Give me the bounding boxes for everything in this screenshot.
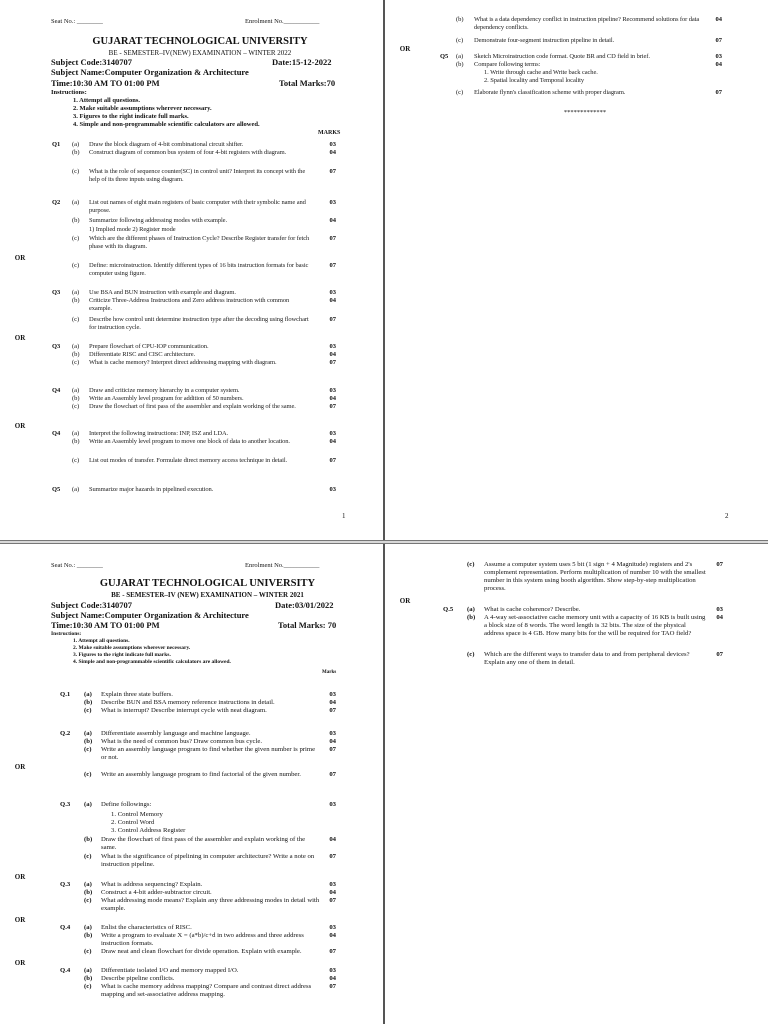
- instruction-item: 3. Figures to the right indicate full marks.: [73, 113, 189, 120]
- question-marks: 07: [715, 89, 722, 96]
- question-marks: 03: [329, 924, 336, 931]
- question-marks: 07: [329, 983, 336, 990]
- or-separator: OR: [14, 254, 26, 262]
- question-number: Q3: [52, 343, 61, 350]
- question-text: 2. Spatial locality and Temporal locality: [484, 77, 585, 84]
- seat-number-label: Seat No.: ________: [51, 562, 103, 569]
- subject-code: Subject Code:3140707: [51, 57, 132, 67]
- question-text: Which are the different phases of Instruction Cycle? Describe Register transfer for fetch phase with its diagram.: [89, 235, 310, 250]
- question-marks: 03: [716, 606, 723, 613]
- question-part-label: (b): [72, 438, 80, 445]
- instruction-item: 1. Attempt all questions.: [73, 638, 130, 644]
- question-marks: 07: [329, 746, 336, 753]
- question-marks: 03: [329, 141, 336, 148]
- question-number: Q.4: [60, 924, 71, 931]
- page-number: 1: [342, 512, 346, 520]
- question-marks: 03: [329, 967, 336, 974]
- question-part-label: (a): [456, 53, 464, 60]
- question-marks: 04: [329, 351, 336, 358]
- question-part-label: (b): [72, 297, 80, 304]
- question-part-label: (b): [72, 351, 80, 358]
- question-marks: 03: [329, 801, 336, 808]
- instruction-item: 4. Simple and non-programmable scientific calculators are allowed.: [73, 659, 231, 665]
- question-marks: 07: [716, 561, 723, 568]
- question-part-label: (c): [72, 262, 80, 269]
- question-number: Q2: [52, 199, 61, 206]
- question-marks: 04: [329, 395, 336, 402]
- question-text: Write a program to evaluate X = (a*b)/c+d in two address and three address instruction formats.: [101, 932, 304, 947]
- question-marks: 03: [329, 730, 336, 737]
- question-text: Draw the flowchart of first pass of the assembler and explain working of the same.: [89, 403, 296, 410]
- question-text: Describe pipeline conflicts.: [101, 975, 175, 982]
- question-marks: 07: [329, 262, 336, 269]
- subject-code: Subject Code:3140707: [51, 600, 132, 610]
- question-marks: 07: [329, 235, 336, 242]
- question-part-label: (b): [467, 614, 476, 621]
- question-text: What is the significance of pipelining in computer architecture? Write a note on instruction pipeline.: [101, 853, 315, 868]
- question-part-label: (c): [72, 359, 80, 366]
- question-part-label: (c): [84, 771, 92, 778]
- question-text: Differentiate isolated I/O and memory mapped I/O.: [101, 967, 239, 974]
- exam-time: Time:10:30 AM TO 01:00 PM: [51, 78, 160, 88]
- question-marks: 04: [329, 738, 336, 745]
- question-part-label: (b): [456, 61, 464, 68]
- question-number: Q3: [52, 289, 61, 296]
- subject-name: Subject Name:Computer Organization & Architecture: [51, 610, 249, 620]
- question-marks: 07: [715, 37, 722, 44]
- question-marks: 04: [329, 836, 336, 843]
- question-text: What is a data dependency conflict in instruction pipeline? Recommend solutions for data dependency conflicts.: [474, 16, 700, 31]
- question-text: Write an assembly language program to find factorial of the given number.: [101, 771, 301, 778]
- question-text: What is the role of sequence counter(SC) in control unit? Interpret its concept with the help of its three inputs using diagram.: [89, 168, 306, 183]
- question-part-label: (c): [72, 316, 80, 323]
- question-part-label: (b): [72, 149, 80, 156]
- question-text: Write an assembly language program to find whether the given number is prime or not.: [101, 746, 316, 761]
- question-marks: 03: [329, 881, 336, 888]
- question-marks: 07: [329, 853, 336, 860]
- question-text: Which are the different ways to transfer data to and from peripheral devices? Explain any one of them in detail.: [484, 651, 690, 666]
- question-text: Explain three state buffers.: [101, 691, 173, 698]
- question-marks: 07: [329, 897, 336, 904]
- question-part-label: (b): [456, 16, 464, 23]
- question-text: 1. Write through cache and Write back cache.: [484, 69, 598, 76]
- question-text: Draw the flowchart of first pass of the assembler and explain working of the same.: [101, 836, 306, 851]
- question-marks: 04: [716, 614, 723, 621]
- question-part-label: (c): [84, 853, 92, 860]
- question-part-label: (a): [72, 486, 80, 493]
- question-part-label: (c): [84, 707, 92, 714]
- question-part-label: (b): [84, 932, 93, 939]
- question-number: Q.1: [60, 691, 71, 698]
- subject-name: Subject Name:Computer Organization & Architecture: [51, 67, 249, 77]
- enrolment-number-label: Enrolment No.___________: [245, 18, 320, 25]
- question-text: Enlist the characteristics of RISC.: [101, 924, 192, 931]
- exam-time: Time:10:30 AM TO 01:00 PM: [51, 620, 160, 630]
- question-marks: 03: [329, 691, 336, 698]
- question-text: Describe BUN and BSA memory reference instructions in detail.: [101, 699, 275, 706]
- question-marks: 07: [329, 316, 336, 323]
- total-marks: Total Marks:70: [279, 78, 336, 88]
- instruction-item: 4. Simple and non-programmable scientific calculators are allowed.: [73, 121, 260, 128]
- question-part-label: (a): [84, 691, 92, 698]
- question-part-label: (c): [84, 948, 92, 955]
- exam-title: BE - SEMESTER–IV (NEW) EXAMINATION – WINTER 2021: [111, 591, 304, 599]
- question-number: Q.3: [60, 801, 71, 808]
- question-marks: 03: [329, 343, 336, 350]
- question-text: 1. Control Memory: [111, 811, 163, 818]
- question-marks: 04: [329, 889, 336, 896]
- question-text: Compare following terms:: [474, 61, 541, 68]
- end-stars: *************: [563, 109, 607, 116]
- question-part-label: (b): [72, 395, 80, 402]
- seat-number-label: Seat No.: ________: [51, 18, 103, 25]
- total-marks: Total Marks: 70: [278, 620, 337, 630]
- question-text: Draw the block diagram of 4-bit combinational circuit shifter.: [89, 141, 244, 148]
- instructions-label: Instructions:: [51, 631, 82, 637]
- question-part-label: (c): [72, 403, 80, 410]
- question-number: Q4: [52, 387, 61, 394]
- question-text: Use BSA and BUN instruction with example and diagram.: [89, 289, 236, 296]
- marks-header: MARKS: [318, 130, 341, 136]
- university-title: GUJARAT TECHNOLOGICAL UNIVERSITY: [99, 578, 316, 589]
- question-text: Sketch Microinstruction code format. Quote BR and CD field in brief.: [474, 53, 650, 60]
- question-text: Summarize major hazards in pipelined execution.: [89, 486, 214, 493]
- question-marks: 03: [715, 53, 722, 60]
- instruction-item: 3. Figures to the right indicate full marks.: [73, 652, 171, 658]
- question-marks: 04: [329, 975, 336, 982]
- question-marks: 07: [716, 651, 723, 658]
- enrolment-number-label: Enrolment No.___________: [245, 562, 320, 569]
- question-text: Describe how control unit determine instruction type after the decoding using flowchart for instruction cycle.: [89, 316, 309, 331]
- question-part-label: (c): [456, 37, 464, 44]
- question-part-label: (c): [72, 457, 80, 464]
- exam-page-2: [385, 0, 768, 540]
- question-number: Q4: [52, 430, 61, 437]
- or-separator: OR: [14, 916, 26, 924]
- question-marks: 04: [329, 699, 336, 706]
- question-text: A 4-way set-associative cache memory unit with a capacity of 16 KB is built using a block size of 8 words. The word length is 32 bits. The size of the physical address space is 4 GB. How many bits for the will be required for TAO field?: [484, 614, 706, 637]
- question-part-label: (a): [72, 430, 80, 437]
- question-part-label: (c): [72, 235, 80, 242]
- question-text: Write an Assembly level program to move one block of data to another location.: [89, 438, 290, 445]
- question-marks: 07: [329, 948, 336, 955]
- question-text: Assume a computer system uses 5 bit (1 sign + 4 Magnitude) registers and 2's complement representation. Perform multiplication of number 10 with the smallest number in this system using booth algorithm. Show step-by-step multiplication process.: [484, 561, 706, 592]
- question-marks: 04: [329, 438, 336, 445]
- or-separator: OR: [14, 763, 26, 771]
- question-part-label: (b): [84, 836, 93, 843]
- question-part-label: (a): [72, 199, 80, 206]
- question-part-label: (b): [84, 975, 93, 982]
- question-marks: 07: [329, 771, 336, 778]
- question-text: What is cache coherence? Describe.: [484, 606, 581, 613]
- question-part-label: (a): [72, 141, 80, 148]
- question-part-label: (b): [84, 889, 93, 896]
- question-text: 1) Implied mode 2) Register mode: [89, 226, 176, 233]
- question-part-label: (c): [456, 89, 464, 96]
- or-separator: OR: [14, 334, 26, 342]
- question-part-label: (c): [467, 651, 475, 658]
- question-marks: 07: [329, 707, 336, 714]
- question-text: What is cache memory address mapping? Compare and contrast direct address mapping and set-associative address mapping.: [101, 983, 312, 998]
- exam-date: Date:15-12-2022: [272, 57, 332, 67]
- question-text: Interpret the following instructions: INP, ISZ and LDA.: [89, 430, 229, 437]
- question-part-label: (a): [84, 730, 92, 737]
- question-text: Define followings:: [101, 801, 152, 808]
- question-text: What is address sequencing? Explain.: [101, 881, 203, 888]
- question-text: What is cache memory? Interpret direct addressing mapping with diagram.: [89, 359, 277, 366]
- or-separator: OR: [14, 422, 26, 430]
- question-part-label: (c): [84, 746, 92, 753]
- question-text: Summarize following addressing modes with example.: [89, 217, 227, 224]
- or-separator: OR: [14, 959, 26, 967]
- question-number: Q5: [440, 53, 449, 60]
- question-marks: 04: [329, 149, 336, 156]
- or-separator: OR: [399, 45, 411, 53]
- question-part-label: (b): [84, 699, 93, 706]
- question-number: Q5: [52, 486, 61, 493]
- question-number: Q.3: [60, 881, 71, 888]
- or-separator: OR: [399, 597, 411, 605]
- question-text: List out names of eight main registers of basic computer with their symbolic name and purpose.: [89, 199, 306, 214]
- or-separator: OR: [14, 873, 26, 881]
- instruction-item: 2. Make suitable assumptions wherever necessary.: [73, 645, 191, 651]
- question-marks: 04: [715, 16, 722, 23]
- university-title: GUJARAT TECHNOLOGICAL UNIVERSITY: [92, 36, 308, 47]
- question-text: What is the need of common bus? Draw common bus cycle.: [101, 738, 263, 745]
- question-marks: 07: [329, 457, 336, 464]
- question-text: Criticize Three-Address Instructions and Zero address instruction with common example.: [89, 297, 290, 312]
- exam-page-3: [0, 544, 383, 1024]
- question-part-label: (b): [84, 738, 93, 745]
- question-marks: 03: [329, 430, 336, 437]
- exam-page-1: [0, 0, 383, 540]
- marks-header: Marks: [322, 670, 337, 675]
- question-marks: 07: [329, 168, 336, 175]
- question-text: 2. Control Word: [111, 819, 155, 826]
- question-text: Demonstrate four-segment instruction pipeline in detail.: [474, 37, 615, 44]
- question-text: Differentiate assembly language and machine language.: [101, 730, 251, 737]
- question-marks: 04: [329, 932, 336, 939]
- question-number: Q.5: [443, 606, 454, 613]
- question-number: Q.2: [60, 730, 71, 737]
- question-marks: 07: [329, 359, 336, 366]
- question-text: Elaborate flynn's classification scheme with proper diagram.: [474, 89, 626, 96]
- instructions-label: Instructions:: [51, 89, 87, 96]
- page-number: 2: [725, 512, 729, 520]
- question-text: Construct diagram of common bus system of four 4-bit registers with diagram.: [89, 149, 287, 156]
- question-marks: 03: [329, 289, 336, 296]
- question-text: What addressing mode means? Explain any three addressing modes in detail with example.: [101, 897, 320, 912]
- exam-page-4: [385, 544, 768, 1024]
- question-marks: 04: [329, 297, 336, 304]
- question-text: Prepare flowchart of CPU-IOP communication.: [89, 343, 209, 350]
- question-text: Draw neat and clean flowchart for divide operation. Explain with example.: [101, 948, 302, 955]
- question-marks: 07: [329, 403, 336, 410]
- exam-title: BE - SEMESTER–IV(NEW) EXAMINATION – WINTER 2022: [108, 49, 292, 57]
- question-part-label: (a): [72, 387, 80, 394]
- question-part-label: (a): [84, 881, 92, 888]
- question-part-label: (a): [84, 967, 92, 974]
- question-part-label: (c): [72, 168, 80, 175]
- instruction-item: 2. Make suitable assumptions wherever necessary.: [73, 105, 212, 112]
- question-part-label: (a): [84, 801, 92, 808]
- question-text: Define: microinstruction. Identify different types of 16 bits instruction formats for basic computer using figure.: [89, 262, 309, 277]
- question-marks: 04: [715, 61, 722, 68]
- question-part-label: (a): [72, 343, 80, 350]
- question-marks: 03: [329, 199, 336, 206]
- question-marks: 04: [329, 217, 336, 224]
- question-text: Write an Assembly level program for addition of 50 numbers.: [89, 395, 244, 402]
- exam-date: Date:03/01/2022: [275, 600, 334, 610]
- question-part-label: (a): [467, 606, 475, 613]
- question-number: Q1: [52, 141, 61, 148]
- instruction-item: 1. Attempt all questions.: [73, 97, 140, 104]
- question-part-label: (c): [84, 897, 92, 904]
- question-part-label: (c): [467, 561, 475, 568]
- question-marks: 03: [329, 486, 336, 493]
- question-text: Differentiate RISC and CISC architecture.: [89, 351, 196, 358]
- question-number: Q.4: [60, 967, 71, 974]
- question-part-label: (b): [72, 217, 80, 224]
- question-part-label: (c): [84, 983, 92, 990]
- question-text: Construct a 4-bit adder-subtractor circuit.: [101, 889, 212, 896]
- question-marks: 03: [329, 387, 336, 394]
- question-part-label: (a): [84, 924, 92, 931]
- question-part-label: (a): [72, 289, 80, 296]
- question-text: What is interrupt? Describe interrupt cycle with neat diagram.: [101, 707, 267, 714]
- question-text: Draw and criticize memory hierarchy in a computer system.: [89, 387, 240, 394]
- question-text: List out modes of transfer. Formulate direct memory access technique in detail.: [89, 457, 288, 464]
- question-text: 3. Control Address Register: [111, 827, 186, 834]
